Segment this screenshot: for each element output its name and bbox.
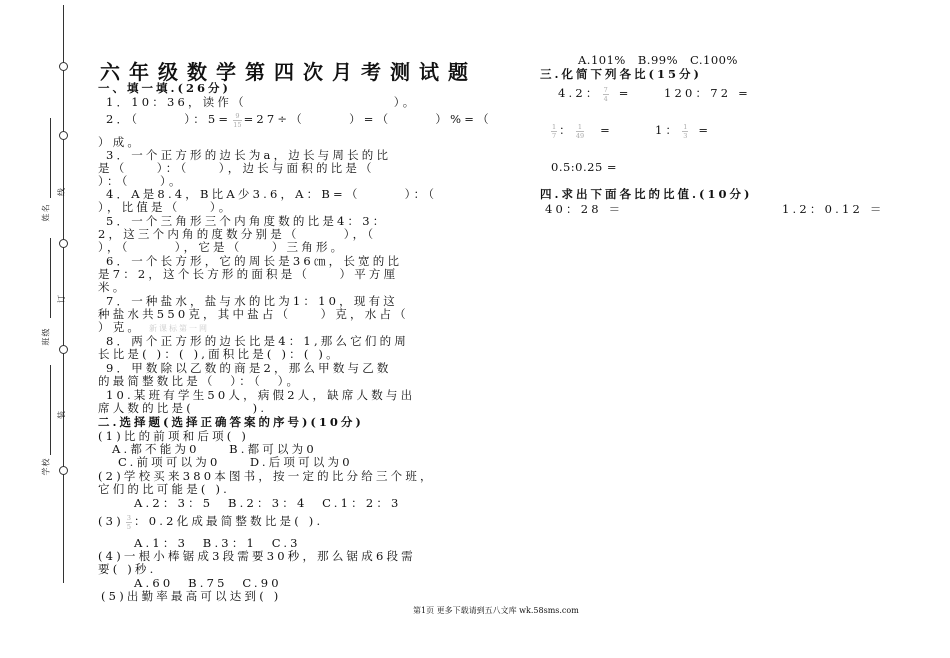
watermark-text: 新课标第一网 [148, 324, 209, 333]
fraction-num: 1 [576, 123, 584, 132]
q3-line2: 是（ ）：（ ），边长与面积的比是（ [98, 161, 375, 175]
binding-hole [59, 62, 68, 71]
section2-heading: 二.选择题(选择正确答案的序号)(10分) [98, 415, 364, 429]
choice1: (1)比的前项和后项( ) [98, 429, 250, 443]
fraction-num: 9 [233, 112, 241, 121]
fraction [682, 123, 688, 140]
q3-line3: ）：（ ）。 [98, 174, 184, 188]
fraction-num: 7 [603, 85, 608, 94]
q6-line1: 6．一个长方形，它的周长是36㎝，长宽的比 [106, 254, 403, 268]
simplify-row2-left [549, 122, 613, 140]
name-blank-line [50, 118, 51, 198]
exam-title: 六年级数学第四次月考测试题 [100, 60, 477, 84]
equals-sign: = [698, 123, 712, 137]
choice4-options: A.60 B.75 C.90 [134, 576, 282, 590]
school-label: 学校 [41, 457, 51, 476]
simplify-row1-left [558, 85, 632, 103]
q5-line3: ），（ ），它是（ ）三角形。 [98, 240, 346, 254]
choice4-line1: (4)一根小棒锯成3段需要30秒，那么锯成6段需 [98, 549, 416, 563]
choice3-text: ：0.2化成最简整数比是( ). [134, 514, 324, 528]
binding-hole [59, 239, 68, 248]
fraction [233, 112, 241, 129]
q7-line1: 7．一种盐水，盐与水的比为1：10，现有这 [106, 294, 398, 308]
choice2-line1: (2)学校买来380本图书，按一定的比分给三个班， [98, 469, 435, 483]
seal-label-xian: 线 [57, 187, 66, 196]
q4-line1: 4．A是8.4，B比A少3.6，A：B=（ ）：（ [106, 187, 438, 201]
q1: 1．10：36，读作（ ）。 [106, 95, 418, 109]
fraction-den: 5 [126, 522, 132, 531]
q2-part-a: 2．（ ）：5= [106, 112, 232, 126]
q8-line1: 8．两个正方形的边长比是4：1,那么它们的周 [106, 334, 410, 348]
fraction-den: 7 [552, 131, 557, 140]
seal-label-ding: 订 [57, 294, 66, 303]
q6-line2: 是7：2，这个长方形的面积是（ ）平方厘 [98, 267, 399, 281]
ratio-text: 1： [655, 123, 681, 137]
q10-line2: 席人数的比是( ). [98, 401, 268, 415]
section4-heading: 四.求出下面各比的比值.(10分) [540, 187, 753, 201]
q9-line2: 的最简整数比是（ ）：（ ）。 [98, 374, 302, 388]
class-blank-line [50, 238, 51, 318]
choice1-options-cd: C.前项可以为0 D.后项可以为0 [118, 455, 353, 469]
q10-line1: 10.某班有学生50人，病假2人，缺席人数与出 [106, 388, 416, 402]
fraction-den: 49 [575, 131, 585, 140]
seal-label-zhuang: 装 [57, 410, 66, 419]
fraction-num: 1 [552, 122, 557, 131]
q4-line2: ），比值是（ ）。 [98, 200, 234, 214]
simplify-row3: 0.5:0.25 = [551, 160, 618, 174]
simplify-row2-right [655, 122, 711, 140]
fraction-num: 3 [126, 513, 132, 522]
choice5-options: A.101% B.99% C.100% [578, 53, 738, 67]
choice5: (5)出勤率最高可以达到( ) [101, 589, 282, 603]
binding-hole [59, 131, 68, 140]
q7-line2: 种盐水共550克，其中盐占（ ）克，水占（ [98, 307, 409, 321]
q2-part-b: =27÷（ ）=（ ）%=（ [243, 112, 492, 126]
fraction [603, 86, 609, 103]
equals-sign: = [600, 123, 613, 137]
section3-heading: 三.化简下列各比(15分) [540, 67, 702, 81]
choice2-options: A.2：3：5 B.2：3：4 C.1：2：3 [134, 496, 402, 510]
q3-line1: 3．一个正方形的边长为a，边长与周长的比 [106, 148, 392, 162]
ratio-colon: ： [559, 123, 574, 137]
class-label: 班级 [41, 327, 51, 346]
q9-line1: 9．甲数除以乙数的商是2，那么甲数与乙数 [106, 361, 392, 375]
q5-line2: 2，这三个内角的度数分别是（ ），（ [98, 227, 377, 241]
fraction-den: 15 [233, 120, 242, 129]
fraction-num: 1 [683, 122, 688, 131]
equals-sign: = [618, 86, 632, 100]
ratio-value-1: 40：28 ＝ [545, 202, 624, 216]
page-footer: 第1页 更多下载请到五八文库 wk.58sms.com [413, 606, 579, 615]
binding-hole [59, 466, 68, 475]
fraction [126, 514, 132, 531]
school-blank-line [50, 365, 51, 455]
fraction [551, 123, 557, 140]
name-label: 姓名 [41, 203, 51, 222]
q2-line2: ）成。 [98, 135, 143, 149]
choice4-line2: 要( )秒. [98, 562, 157, 576]
choice3-options: A.1：3 B.3：1 C.3 [134, 536, 301, 550]
fraction [576, 123, 584, 140]
choice1-options-ab: A.都不能为0 B.都可以为0 [112, 442, 317, 456]
ratio-text: 4.2： [558, 86, 601, 100]
simplify-row1-right: 120：72 = [664, 86, 751, 100]
choice3 [98, 513, 323, 531]
fraction-den: 4 [603, 94, 608, 103]
q8-line2: 长比是( )：( ),面积比是( )：( )。 [98, 347, 341, 361]
choice3-label: (3) [98, 514, 124, 528]
q7-text: ）克。 [98, 320, 143, 334]
q5-line1: 5．一个三角形三个内角度数的比是4：3： [106, 214, 388, 228]
choice2-line2: 它们的比可能是( ). [98, 482, 230, 496]
q2-line1 [106, 111, 492, 129]
q6-line3: 米。 [98, 280, 128, 294]
fraction-den: 3 [683, 131, 688, 140]
ratio-value-2: 1.2：0.12 ＝ [782, 202, 885, 216]
binding-hole [59, 345, 68, 354]
section1-heading: 一、填一填.(26分) [98, 81, 231, 95]
